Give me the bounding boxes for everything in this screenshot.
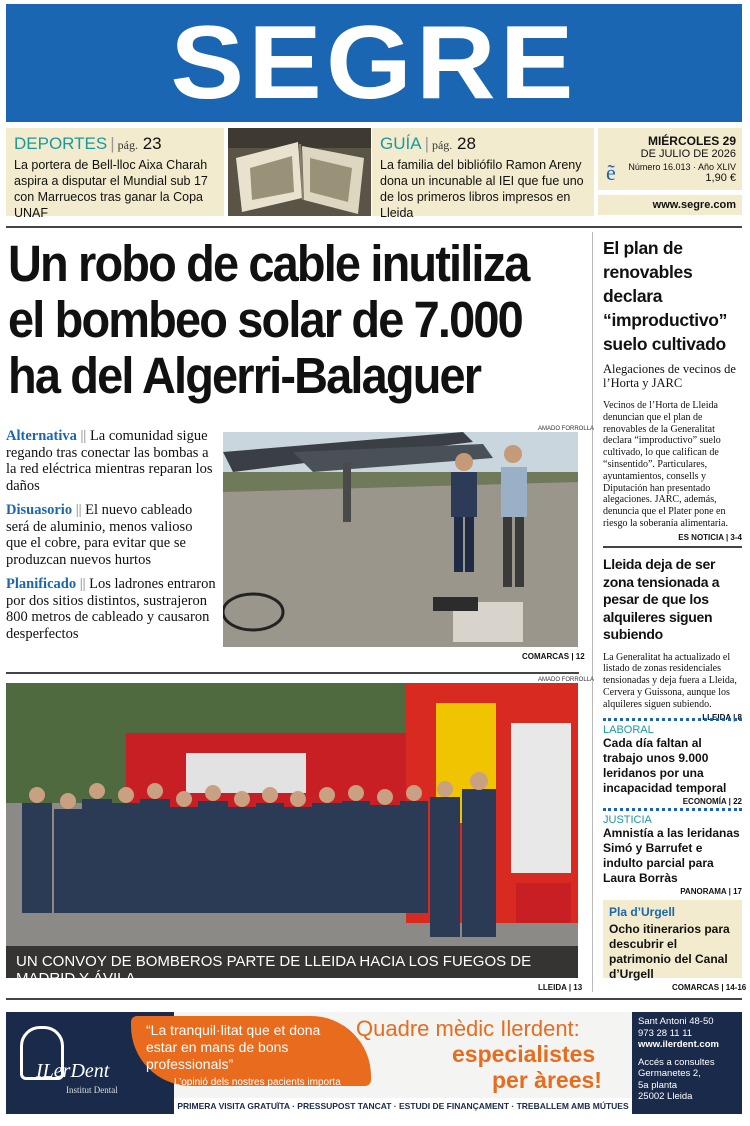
page-reference: LLEIDA | 13	[538, 983, 583, 992]
brief-text: Ocho itinerarios para descubrir el patrimonio del Canal d’Urgell	[609, 922, 730, 981]
book-photo	[228, 128, 371, 216]
ad-brand-sub: Institut Dental	[66, 1085, 118, 1095]
story-dek: Alegaciones de vecinos de l’Horta y JARC	[603, 362, 736, 390]
segre-mark-icon: ẽ	[606, 160, 616, 185]
firefighters-photo	[6, 683, 578, 978]
page-reference: ECONOMÍA | 22	[682, 797, 742, 806]
divider	[603, 718, 742, 721]
teaser-text: La portera de Bell-lloc Aixa Charah aspira a disputar el Mundial sub 17 con Marruecos tras ganar la Copa UNAF	[14, 158, 208, 220]
main-headline[interactable]: Un robo de cable inutiliza el bombeo solar de 7.000 ha del Algerri-Balaguer	[8, 235, 529, 404]
edition-number: Número 16.013 · Año XLIV	[628, 162, 736, 172]
divider	[592, 232, 593, 992]
website-link[interactable]: www.segre.com	[598, 195, 742, 215]
ad-opinion-line: L’opinió dels nostres pacients importa	[174, 1077, 341, 1088]
advertisement-ilerdent[interactable]	[6, 1012, 742, 1114]
story-rent[interactable]	[603, 556, 742, 722]
divider	[6, 672, 579, 674]
ad-headline-2: especialistes	[452, 1041, 596, 1067]
photo-credit: AMADO FORROLLA	[538, 426, 595, 432]
teaser-text: La familia del bibliófilo Ramon Areny dona un incunable al IEI que fue uno de los primeros libros impresos en Lleida	[380, 158, 584, 220]
divider	[603, 808, 742, 811]
story-title: Lleida deja de ser zona tensionada a pesar de que los alquileres siguen subiendo	[603, 556, 720, 642]
teaser-section-label: DEPORTES | pág. 23	[14, 134, 162, 153]
edition-info	[598, 128, 742, 190]
page-reference: COMARCAS | 12	[522, 652, 585, 661]
photo-caption: UN CONVOY DE BOMBEROS PARTE DE LLEIDA HACIA LOS FUEGOS DE MADRID Y ÁVILA	[6, 946, 578, 978]
brief-text: Amnistía a las leridanas Simó y Barrufet e indulto parcial para Laura Borràs	[603, 826, 740, 885]
page-reference: LLEIDA | 8	[702, 713, 742, 723]
divider	[6, 226, 742, 228]
lead-subitem: Planificado || Los ladrones entraron por dos sitios distintos, sustrajeron 800 metros de cableado y causaron desperfectos	[6, 576, 216, 642]
lead-subitem: Disuasorio || El nuevo cableado será de aluminio, menos valioso que el cobre, para evitar que se produzcan nuevos hurtos	[6, 502, 193, 568]
photo-credit: AMADO FORROLLA	[538, 677, 595, 683]
teaser-sports[interactable]	[6, 128, 224, 220]
lead-subitem: Alternativa || La comunidad sigue regando tras conectar las bombas a la red eléctrica mientras reparan los daños	[6, 428, 213, 494]
ad-contact: Sant Antoni 48-50 973 28 11 11 www.ilerdent.com Accés a consultes Germanetes 2, 5a planta 25002 Lleida	[638, 1016, 719, 1102]
edition-day: MIÉRCOLES 29	[647, 134, 736, 148]
teaser-section-label: GUÍA | pág. 28	[380, 134, 476, 153]
page-reference: COMARCAS | 14-16	[672, 983, 747, 992]
ad-headline-1: Quadre mèdic Ilerdent:	[356, 1016, 580, 1041]
brief-labor[interactable]	[603, 724, 742, 806]
masthead	[6, 4, 742, 122]
story-body: La Generalitat ha actualizado el listado de zonas residenciales tensionadas y deja fuera a Lleida, Cervera y Guissona, aunque los alquileres siguen subiendo.	[603, 651, 737, 710]
ad-brand: ILerDent	[36, 1060, 110, 1082]
ad-offer-strip: PRIMERA VISITA GRATUÏTA · PRESSUPOST TANCAT · ESTUDI DE FINANÇAMENT · TREBALLEM AMB MÚTUES	[174, 1098, 632, 1114]
edition-month: DE JULIO DE 2026	[640, 148, 736, 160]
ad-quote: “La tranquil·litat que et dona estar en mans de bons professionals”	[146, 1022, 321, 1072]
story-renewables[interactable]	[603, 236, 742, 542]
brief-tag: JUSTICIA	[603, 814, 652, 826]
brief-pla-urgell[interactable]	[603, 900, 742, 981]
brief-tag: LABORAL	[603, 724, 654, 736]
brief-tag: Pla d’Urgell	[609, 905, 676, 919]
edition-price: 1,90 €	[705, 172, 736, 184]
page-reference: PANORAMA | 17	[680, 887, 742, 896]
lead-subitems	[6, 428, 216, 650]
newspaper-logo: SEGRE	[170, 5, 578, 121]
brief-text: Cada día faltan al trabajo unos 9.000 leridanos por una incapacidad temporal	[603, 736, 727, 795]
divider	[603, 546, 742, 548]
story-body: Vecinos de l’Horta de Lleida denuncian que el plan de renovables de la Generalitat declara “improductivo” suelo cultivado, lo que califican de “sinsentido”. Particulares, ayuntamientos, consells y Diputación han presentado alegaciones. JARC, además, denuncia que el Plater pone en riesgo la soberanía alimentaria.	[603, 400, 728, 529]
story-title: El plan de renovables declara “improductivo” suelo cultivado	[603, 238, 728, 354]
teaser-guide[interactable]	[372, 128, 594, 220]
solar-pump-photo	[223, 432, 578, 647]
ad-headline-3: per àrees!	[492, 1067, 602, 1093]
divider	[6, 998, 742, 1000]
brief-justice[interactable]	[603, 814, 742, 896]
page-reference: ES NOTICIA | 3-4	[678, 532, 742, 542]
